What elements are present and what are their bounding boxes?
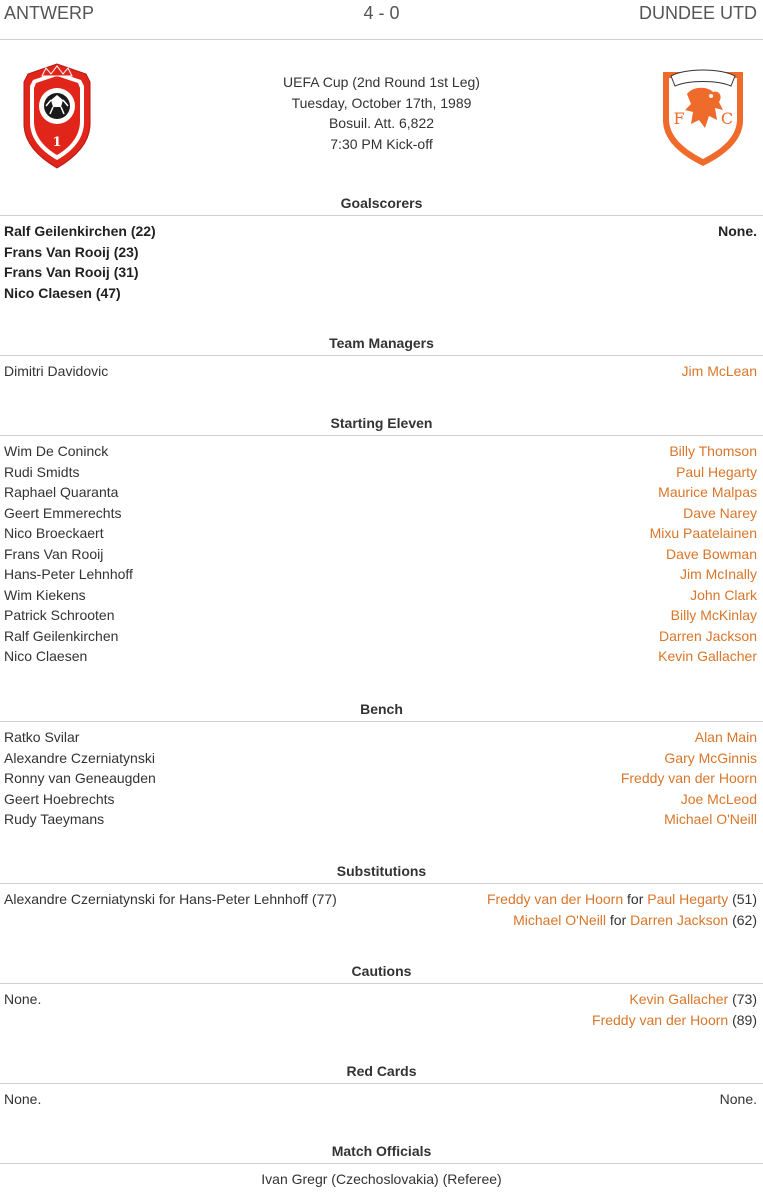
red-cards-section — [0, 1058, 763, 1138]
player-name: Geert Hoebrechts — [4, 790, 115, 807]
sub-minute: (51) — [732, 891, 757, 907]
player-link[interactable]: Jim McInally — [679, 566, 757, 582]
section-title: Substitutions — [0, 858, 763, 884]
crest-number: 1 — [52, 135, 62, 150]
home-starting-list — [4, 441, 133, 667]
section-title: Team Managers — [0, 330, 763, 356]
player-link[interactable]: Gary McGinnis — [664, 749, 757, 766]
player-link[interactable]: Alan Main — [694, 729, 757, 745]
officials-section — [0, 1138, 763, 1190]
away-goalscorers — [718, 221, 757, 303]
dundee-united-crest-icon[interactable] — [657, 64, 749, 168]
substitution-entry — [487, 889, 757, 910]
goal-entry: None. — [718, 223, 757, 239]
player-link[interactable]: Kevin Gallacher — [629, 991, 729, 1007]
match-hero — [0, 40, 763, 190]
managers-section — [0, 330, 763, 410]
section-title: Match Officials — [0, 1138, 763, 1164]
goal-entry: Nico Claesen (47) — [4, 284, 121, 301]
player-name: Wim De Coninck — [4, 443, 109, 459]
home-team-name[interactable]: ANTWERP — [4, 3, 94, 23]
for-word: for — [609, 911, 627, 928]
home-red-cards: None. — [4, 1091, 42, 1107]
caution-minute: (89) — [732, 1011, 757, 1028]
away-bench-list — [621, 727, 757, 830]
home-manager: Dimitri Davidovic — [4, 363, 109, 379]
substitution-entry: Alexandre Czerniatynski for Hans-Peter Lehnhoff (77) — [4, 891, 337, 907]
away-team-name[interactable]: DUNDEE UTD — [638, 3, 757, 23]
player-on-link[interactable]: Freddy van der Hoorn — [486, 891, 624, 907]
goal-entry: Frans Van Rooij (23) — [4, 243, 139, 260]
player-link[interactable]: Billy McKinlay — [670, 607, 757, 623]
sub-minute: (62) — [732, 911, 757, 928]
player-link[interactable]: John Clark — [690, 586, 757, 603]
player-name: Geert Emmerechts — [4, 504, 122, 521]
away-red-cards: None. — [719, 1091, 757, 1107]
player-name: Rudi Smidts — [4, 463, 80, 480]
player-link[interactable]: Mixu Paatelainen — [649, 525, 757, 541]
crest-letter-c: C — [720, 109, 734, 128]
player-link[interactable]: Dave Narey — [683, 504, 757, 521]
caution-minute: (73) — [732, 991, 757, 1007]
match-date: Tuesday, October 17th, 1989 — [291, 94, 472, 111]
referee: Ivan Gregr (Czechoslovakia) (Referee) — [261, 1171, 502, 1187]
player-link[interactable]: Paul Hegarty — [676, 463, 757, 480]
player-name: Nico Broeckaert — [4, 525, 104, 541]
caution-entry: None. — [4, 991, 42, 1007]
bench-section — [0, 696, 763, 858]
player-name: Ralf Geilenkirchen — [4, 627, 119, 644]
cautions-section — [0, 958, 763, 1058]
player-name: Frans Van Rooij — [4, 545, 104, 562]
player-name: Raphael Quaranta — [4, 484, 119, 500]
kickoff-time: 7:30 PM Kick-off — [330, 135, 433, 152]
player-link[interactable]: Billy Thomson — [669, 443, 757, 459]
player-off-link[interactable]: Darren Jackson — [630, 911, 729, 928]
competition[interactable]: UEFA Cup (2nd Round 1st Leg) — [283, 74, 480, 90]
home-cautions — [4, 989, 41, 1030]
player-link[interactable]: Dave Bowman — [665, 545, 757, 562]
away-manager-link[interactable]: Jim McLean — [681, 363, 757, 379]
player-name: Hans-Peter Lehnhoff — [4, 566, 133, 582]
section-title: Bench — [0, 696, 763, 722]
section-title: Cautions — [0, 958, 763, 984]
caution-entry — [592, 989, 757, 1010]
crest-letter-f: F — [673, 109, 685, 128]
home-goalscorers — [4, 221, 156, 303]
match-score: 4 - 0 — [363, 3, 400, 23]
player-name: Patrick Schrooten — [4, 607, 115, 623]
away-cautions — [592, 989, 757, 1030]
home-bench-list — [4, 727, 156, 830]
substitution-entry — [487, 910, 757, 931]
player-link[interactable]: Kevin Gallacher — [658, 648, 757, 664]
player-name: Wim Kiekens — [4, 586, 86, 603]
section-title: Goalscorers — [0, 190, 763, 216]
away-substitutions — [487, 889, 757, 930]
player-off-link[interactable]: Paul Hegarty — [647, 891, 729, 907]
player-link[interactable]: Michael O'Neill — [664, 811, 757, 827]
player-name: Nico Claesen — [4, 648, 88, 664]
player-name: Rudy Taeymans — [4, 811, 105, 827]
caution-entry — [592, 1010, 757, 1031]
player-on-link[interactable]: Michael O'Neill — [513, 911, 607, 928]
player-link[interactable]: Maurice Malpas — [658, 484, 757, 500]
player-name: Ratko Svilar — [4, 729, 80, 745]
player-link[interactable]: Darren Jackson — [658, 627, 757, 644]
substitutions-section — [0, 858, 763, 958]
for-word: for — [627, 891, 644, 907]
player-name: Ronny van Geneaugden — [4, 770, 156, 786]
match-header — [0, 0, 763, 40]
section-title: Red Cards — [0, 1058, 763, 1084]
goalscorers-section — [0, 190, 763, 330]
player-link[interactable]: Freddy van der Hoorn — [592, 1011, 729, 1028]
starting-eleven-section — [0, 410, 763, 696]
away-starting-list — [650, 441, 757, 667]
home-substitutions — [4, 889, 337, 930]
venue-attendance: Bosuil. Att. 6,822 — [328, 115, 435, 131]
goal-entry: Frans Van Rooij (31) — [4, 264, 139, 280]
player-name: Alexandre Czerniatynski — [4, 749, 155, 766]
player-link[interactable]: Freddy van der Hoorn — [620, 770, 757, 786]
match-info — [0, 72, 763, 154]
goal-entry: Ralf Geilenkirchen (22) — [4, 223, 156, 239]
section-title: Starting Eleven — [0, 410, 763, 436]
player-link[interactable]: Joe McLeod — [680, 790, 757, 807]
